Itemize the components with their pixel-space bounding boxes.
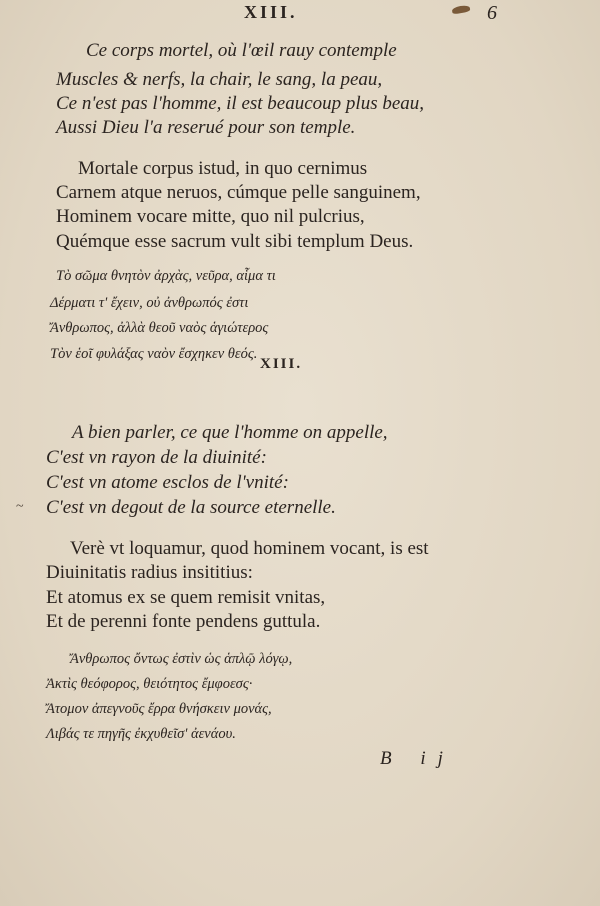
verse-line: Ἄνθρωπος, ἀλλὰ θεοῦ ναὸς ἁγιώτερος bbox=[50, 320, 269, 336]
verse-line: Hominem vocare mitte, quo nil pulcrius, bbox=[56, 206, 365, 227]
ink-stain bbox=[452, 4, 471, 14]
page-number: 6 bbox=[487, 2, 497, 24]
margin-mark: ~ bbox=[16, 499, 24, 514]
verse-line: Carnem atque neruos, cúmque pelle sanguinem, bbox=[56, 182, 421, 203]
running-header: XIII. bbox=[244, 2, 298, 22]
verse-line: Ce corps mortel, où l'œil rauy contemple bbox=[86, 40, 397, 61]
verse-line: Τὸ σῶμα θνητὸν ἀρχὰς, νεῦρα, αἷμα τι bbox=[56, 268, 276, 284]
verse-line: C'est vn degout de la source eternelle. bbox=[46, 497, 336, 518]
verse-line: Muscles & nerfs, la chair, le sang, la peau, bbox=[56, 69, 383, 90]
verse-line: Δέρματι τ' ἔχειν, οὐ ἀνθρωπός ἐστι bbox=[50, 295, 249, 311]
verse-line: Ἄνθρωπος ὄντως ἐστὶν ὡς ἁπλῷ λόγῳ, bbox=[70, 651, 293, 667]
verse-line: Τὸν ἑοῖ φυλάξας ναὸν ἔσχηκεν θεός. bbox=[50, 346, 258, 362]
verse-line: C'est vn atome esclos de l'vnité: bbox=[46, 472, 289, 493]
verse-line: Et atomus ex se quem remisit vnitas, bbox=[46, 587, 326, 608]
verse-line: Ce n'est pas l'homme, il est beaucoup plus beau, bbox=[56, 93, 425, 114]
verse-line: Verè vt loquamur, quod hominem vocant, is est bbox=[70, 538, 429, 559]
verse-line: Aussi Dieu l'a reserué pour son temple. bbox=[56, 117, 356, 138]
verse-line: A bien parler, ce que l'homme on appelle, bbox=[72, 422, 388, 443]
verse-line: Ἀκτὶς θεόφορος, θειότητος ἔμφοεσς· bbox=[46, 676, 253, 692]
verse-line: Diuinitatis radius insititius: bbox=[46, 562, 253, 583]
verse-line: Mortale corpus istud, in quo cernimus bbox=[78, 158, 368, 179]
verse-line: Et de perenni fonte pendens guttula. bbox=[46, 611, 321, 632]
verse-line: Ἄτομον ἀπεγνοῦς ἔρρα θνήσκειν μονάς, bbox=[46, 701, 272, 717]
verse-line: C'est vn rayon de la diuinité: bbox=[46, 447, 267, 468]
section-heading: XIII. bbox=[260, 356, 303, 372]
signature-mark: B ij bbox=[380, 748, 455, 769]
verse-line: Λιβάς τε πηγῆς ἐκχυθεῖσ' ἀενάου. bbox=[46, 726, 236, 742]
verse-line: Quémque esse sacrum vult sibi templum Deus. bbox=[56, 231, 414, 252]
